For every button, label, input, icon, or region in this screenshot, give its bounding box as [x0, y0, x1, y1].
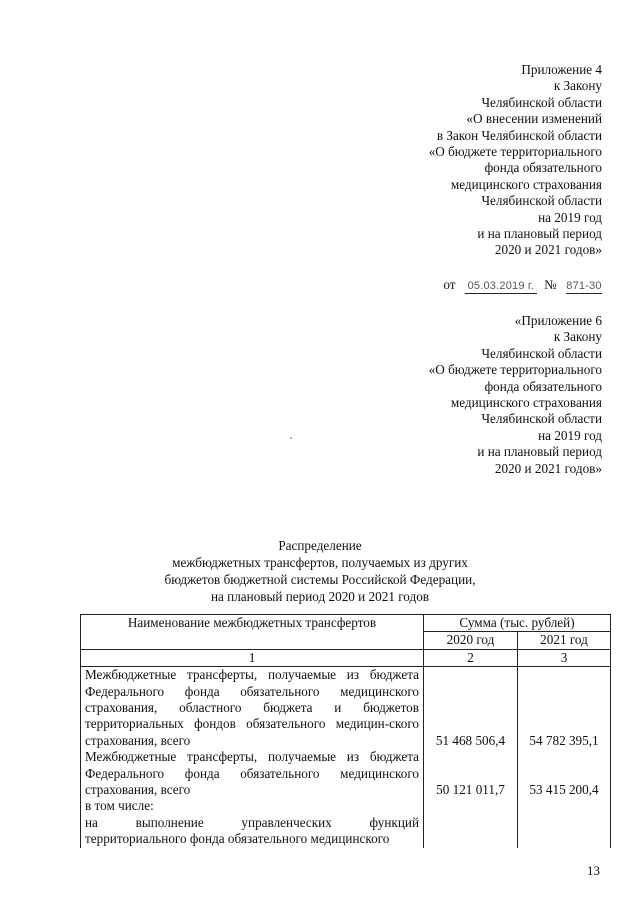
- header-year-2021: 2021 год: [518, 632, 611, 649]
- appendix-line: в Закон Челябинской области: [436, 127, 602, 143]
- appendix-line: к Закону: [553, 78, 602, 94]
- row-value-2021: [518, 815, 611, 848]
- row-value-2021: 54 782 395,1: [518, 667, 611, 750]
- signature-line: [443, 277, 602, 294]
- appendix-line: Приложение 4: [521, 62, 602, 77]
- handwritten-number: 871-30: [566, 280, 602, 292]
- row-value-2021: 53 415 200,4: [518, 749, 611, 798]
- appendix-line: 2020 и 2021 годов»: [494, 242, 602, 258]
- header-sum: Сумма (тыс. рублей): [424, 615, 611, 632]
- appendix-line: «О бюджете территориального: [428, 144, 602, 160]
- row-value-2020: [424, 815, 518, 848]
- appendix-line: к Закону: [553, 329, 602, 345]
- row-name: на выполнение управленческих функций территориального фонда обязательного медицинского: [81, 815, 424, 848]
- handwritten-date: 05.03.2019 г.: [465, 279, 537, 294]
- appendix-line: на 2019 год: [538, 427, 602, 443]
- appendix-line: Челябинской области: [481, 345, 602, 361]
- page-number: 13: [587, 863, 600, 878]
- column-index: 1: [81, 649, 424, 666]
- column-index: 3: [518, 649, 611, 666]
- row-name: Межбюджетные трансферты, получаемые из бюджета Федерального фонда обязательного медицинского страхования, областного бюджета и бюджетов территориальных фондов обязательного медицин-ского страхования, всего: [81, 667, 424, 750]
- appendix-6-header: [429, 313, 602, 477]
- appendix-4-header: [429, 62, 602, 259]
- number-label: №: [544, 277, 557, 292]
- header-transfer-name: Наименование межбюджетных трансфертов: [81, 615, 424, 650]
- table-row: [81, 798, 611, 814]
- row-name: Межбюджетные трансферты, получаемые из бюджета Федерального фонда обязательного медицинского страхования, всего: [81, 749, 424, 798]
- document-title: [0, 537, 640, 605]
- title-line: на плановый период 2020 и 2021 годов: [210, 589, 430, 604]
- appendix-line: «О бюджете территориального: [428, 362, 602, 378]
- scan-speck: [290, 437, 292, 439]
- appendix-line: медицинского страхования: [450, 395, 602, 411]
- appendix-line: и на плановый период: [477, 444, 602, 460]
- appendix-line: и на плановый период: [477, 226, 602, 242]
- appendix-line: «Приложение 6: [514, 313, 602, 328]
- row-value-2020: 50 121 011,7: [424, 749, 518, 798]
- column-index: 2: [424, 649, 518, 666]
- appendix-line: «О внесении изменений: [466, 111, 602, 127]
- title-line: бюджетов бюджетной системы Российской Федерации,: [164, 572, 476, 587]
- appendix-line: Челябинской области: [481, 411, 602, 427]
- appendix-line: Челябинской области: [481, 94, 602, 110]
- appendix-line: фонда обязательного: [484, 160, 602, 176]
- appendix-line: медицинского страхования: [450, 176, 602, 192]
- row-value-2021: [518, 798, 611, 814]
- appendix-line: Челябинской области: [481, 193, 602, 209]
- table-row: [81, 815, 611, 848]
- row-value-2020: 51 468 506,4: [424, 667, 518, 750]
- appendix-line: фонда обязательного: [484, 378, 602, 394]
- title-line: Распределение: [278, 538, 362, 553]
- row-value-2020: [424, 798, 518, 814]
- table-row: [81, 749, 611, 798]
- table-row: [81, 667, 611, 750]
- from-label: от: [443, 277, 456, 292]
- row-name: в том числе:: [81, 798, 424, 814]
- appendix-line: на 2019 год: [538, 209, 602, 225]
- transfers-table: [80, 614, 611, 848]
- title-line: межбюджетных трансфертов, получаемых из других: [172, 555, 468, 570]
- appendix-line: 2020 и 2021 годов»: [494, 460, 602, 476]
- header-year-2020: 2020 год: [424, 632, 518, 649]
